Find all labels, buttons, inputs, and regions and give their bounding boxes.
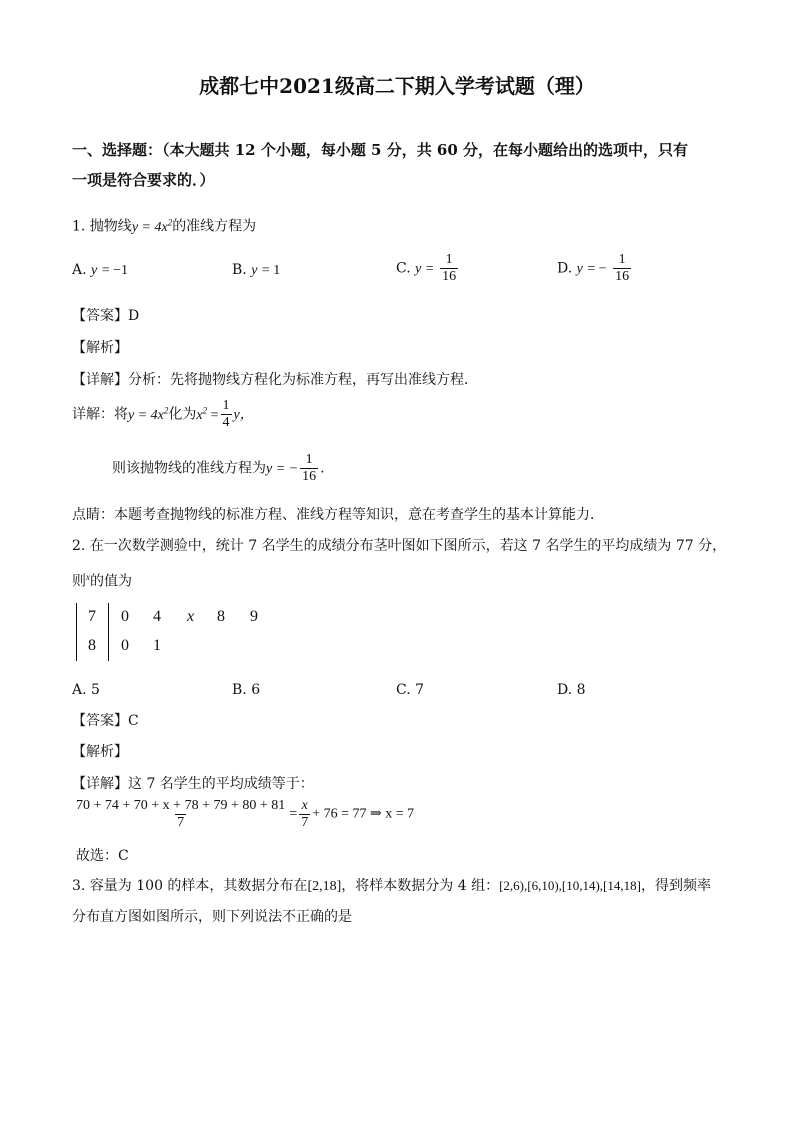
q2-detail-tag: 【详解】 <box>72 776 128 792</box>
q3-text1a: 容量为 100 的样本，其数据分布在 <box>89 878 308 894</box>
q1-answer-tag: 【答案】 <box>72 308 128 324</box>
q2-option-d: D. 8 <box>557 682 586 698</box>
q1-step2-prefix: 则该抛物线的准线方程为 <box>112 460 266 477</box>
q3-text1b: ，将样本数据分为 4 组： <box>341 878 500 894</box>
q2-answer <box>72 711 139 731</box>
q2-formula-eq: = <box>289 806 298 822</box>
q1-option-a <box>72 260 128 281</box>
q1-step1-formula2-eq: = <box>207 407 219 423</box>
q1-answer-value: D <box>128 308 140 324</box>
leaf-value: 9 <box>250 608 258 625</box>
q1-step1 <box>72 398 254 431</box>
q1-option-b-label: B. <box>232 262 247 278</box>
q1-text-before: 抛物线 <box>89 218 132 235</box>
q2-formula-den: 7 <box>177 815 185 830</box>
q2-stem-line2 <box>72 567 132 592</box>
section-heading-line2: 一项是符合要求的．） <box>72 171 215 189</box>
q1-step1-formula1 <box>128 404 169 423</box>
q2-option-b: B. 6 <box>232 682 261 698</box>
q2-text1: 在一次数学测验中，统计 7 名学生的成绩分布茎叶图如下图所示，若这 7 名学生的平均成绩为 77 分， <box>89 538 727 554</box>
q1-option-c-den: 16 <box>442 269 457 284</box>
q2-stem-line1 <box>72 536 726 556</box>
q1-option-c-lhs: y <box>415 261 422 277</box>
q1-option-a-lhs: y <box>91 263 98 278</box>
leaf-value: 0 <box>121 608 129 625</box>
q1-step1-formula2-exp: 2 <box>202 404 208 415</box>
q1-step1-prefix: 详解：将 <box>72 406 128 423</box>
q1-step1-formula1-base: y = 4x <box>128 407 164 423</box>
q2-detail-text: 这 7 名学生的平均成绩等于： <box>128 776 314 792</box>
page-title: 成都七中2021级高二下期入学考试题（理） <box>199 74 595 98</box>
q2-text2-suffix: 的值为 <box>90 573 132 590</box>
q3-number: 3. <box>72 878 86 894</box>
q1-stem <box>72 212 256 238</box>
q1-option-c-fraction <box>440 252 458 285</box>
q1-text-after: 的准线方程为 <box>172 218 257 235</box>
leaf-value: 1 <box>153 637 161 654</box>
q2-formula <box>72 798 414 831</box>
q2-text2-var: x <box>86 572 90 582</box>
q2-formula-den2: 7 <box>301 815 309 830</box>
q1-step1-den: 4 <box>222 415 230 430</box>
q1-step1-num: 1 <box>222 398 230 413</box>
q1-detail-text: 分析：先将抛物线方程化为标准方程，再写出准线方程． <box>128 372 478 388</box>
q1-answer <box>72 306 139 326</box>
q2-detail <box>72 774 314 794</box>
q1-number: 1. <box>72 218 86 235</box>
q1-analysis-tag: 【解析】 <box>72 340 128 356</box>
q1-option-a-rhs: = −1 <box>101 263 128 278</box>
q1-formula-base: y = 4x <box>131 219 168 235</box>
q1-step1-mid: 化为 <box>168 406 197 423</box>
section-heading-line1: 一、选择题：（本大题共 12 个小题，每小题 5 分，共 60 分，在每小题给出的选项中，只有 <box>72 141 689 159</box>
stem-value: 8 <box>88 637 96 654</box>
q1-step2-formula: y = − <box>266 461 299 477</box>
stem-leaf-left-border <box>76 603 77 661</box>
q1-step1-formula1-exp: 2 <box>163 404 169 415</box>
q1-step1-end: y， <box>233 407 254 423</box>
q1-option-d-rhs: = − <box>587 261 607 277</box>
q2-number: 2. <box>72 538 86 554</box>
q1-option-c-label: C. <box>396 260 411 277</box>
q1-option-c-num: 1 <box>445 252 453 267</box>
stem-value: 7 <box>88 608 96 625</box>
q1-option-d-den: 16 <box>615 269 630 284</box>
q1-step2-den: 16 <box>302 469 317 484</box>
q2-option-a: A. 5 <box>72 682 100 698</box>
q3-range: [2,18] <box>307 879 342 894</box>
q2-formula-fraction <box>74 798 287 831</box>
q1-step2 <box>112 452 325 485</box>
q2-choose: 故选：C <box>76 848 129 864</box>
leaf-value: 8 <box>217 608 225 625</box>
q1-detail-tag: 【详解】 <box>72 372 128 388</box>
q1-step2-num: 1 <box>305 452 313 467</box>
q1-step1-formula2-base: x <box>196 407 203 423</box>
q2-answer-value: C <box>128 713 139 729</box>
q2-formula-num: 70 + 74 + 70 + x + 78 + 79 + 80 + 81 <box>76 798 286 813</box>
q3-stem-line1 <box>72 876 711 897</box>
q1-point: 点睛：本题考查抛物线的标准方程、准线方程等知识，意在考查学生的基本计算能力． <box>72 507 604 523</box>
q1-option-a-label: A. <box>72 262 87 278</box>
leaf-value: 0 <box>121 637 129 654</box>
q2-option-c: C. 7 <box>396 682 425 698</box>
q1-step2-fraction <box>300 452 318 485</box>
q1-option-d-fraction <box>613 252 631 285</box>
q1-option-d-lhs: y <box>576 261 583 277</box>
q1-option-c-rhs: = <box>425 261 434 277</box>
q1-option-d-num: 1 <box>618 252 626 267</box>
q3-stem-line2: 分布直方图如图所示，则下列说法不正确的是 <box>72 909 352 925</box>
q1-detail <box>72 370 478 390</box>
stem-leaf-divider <box>108 603 109 661</box>
q3-groups: [2,6),[6,10),[10,14),[14,18] <box>499 878 641 893</box>
q2-formula-end: + 76 = 77 ⇒ x = 7 <box>312 806 415 822</box>
leaf-value: x <box>187 608 195 625</box>
q1-option-b <box>232 260 280 281</box>
q1-option-b-rhs: = 1 <box>261 263 281 278</box>
q2-answer-tag: 【答案】 <box>72 713 128 729</box>
q1-formula-exp: 2 <box>167 217 173 227</box>
q3-text1c: ，得到频率 <box>640 878 711 894</box>
q2-formula-num2: x <box>301 798 308 813</box>
q1-step1-fraction <box>221 398 232 431</box>
q1-step2-end: . <box>320 460 325 477</box>
q2-formula-fraction2 <box>299 798 310 831</box>
leaf-value: 4 <box>153 608 161 625</box>
q1-option-d <box>557 252 633 285</box>
q2-text2-prefix: 则 <box>72 573 86 590</box>
q1-step1-formula2 <box>196 404 219 423</box>
q2-analysis-tag: 【解析】 <box>72 744 128 760</box>
q1-option-b-lhs: y <box>251 263 258 278</box>
q1-formula <box>131 217 173 235</box>
q1-option-c <box>396 252 460 285</box>
q1-option-d-label: D. <box>557 260 573 277</box>
